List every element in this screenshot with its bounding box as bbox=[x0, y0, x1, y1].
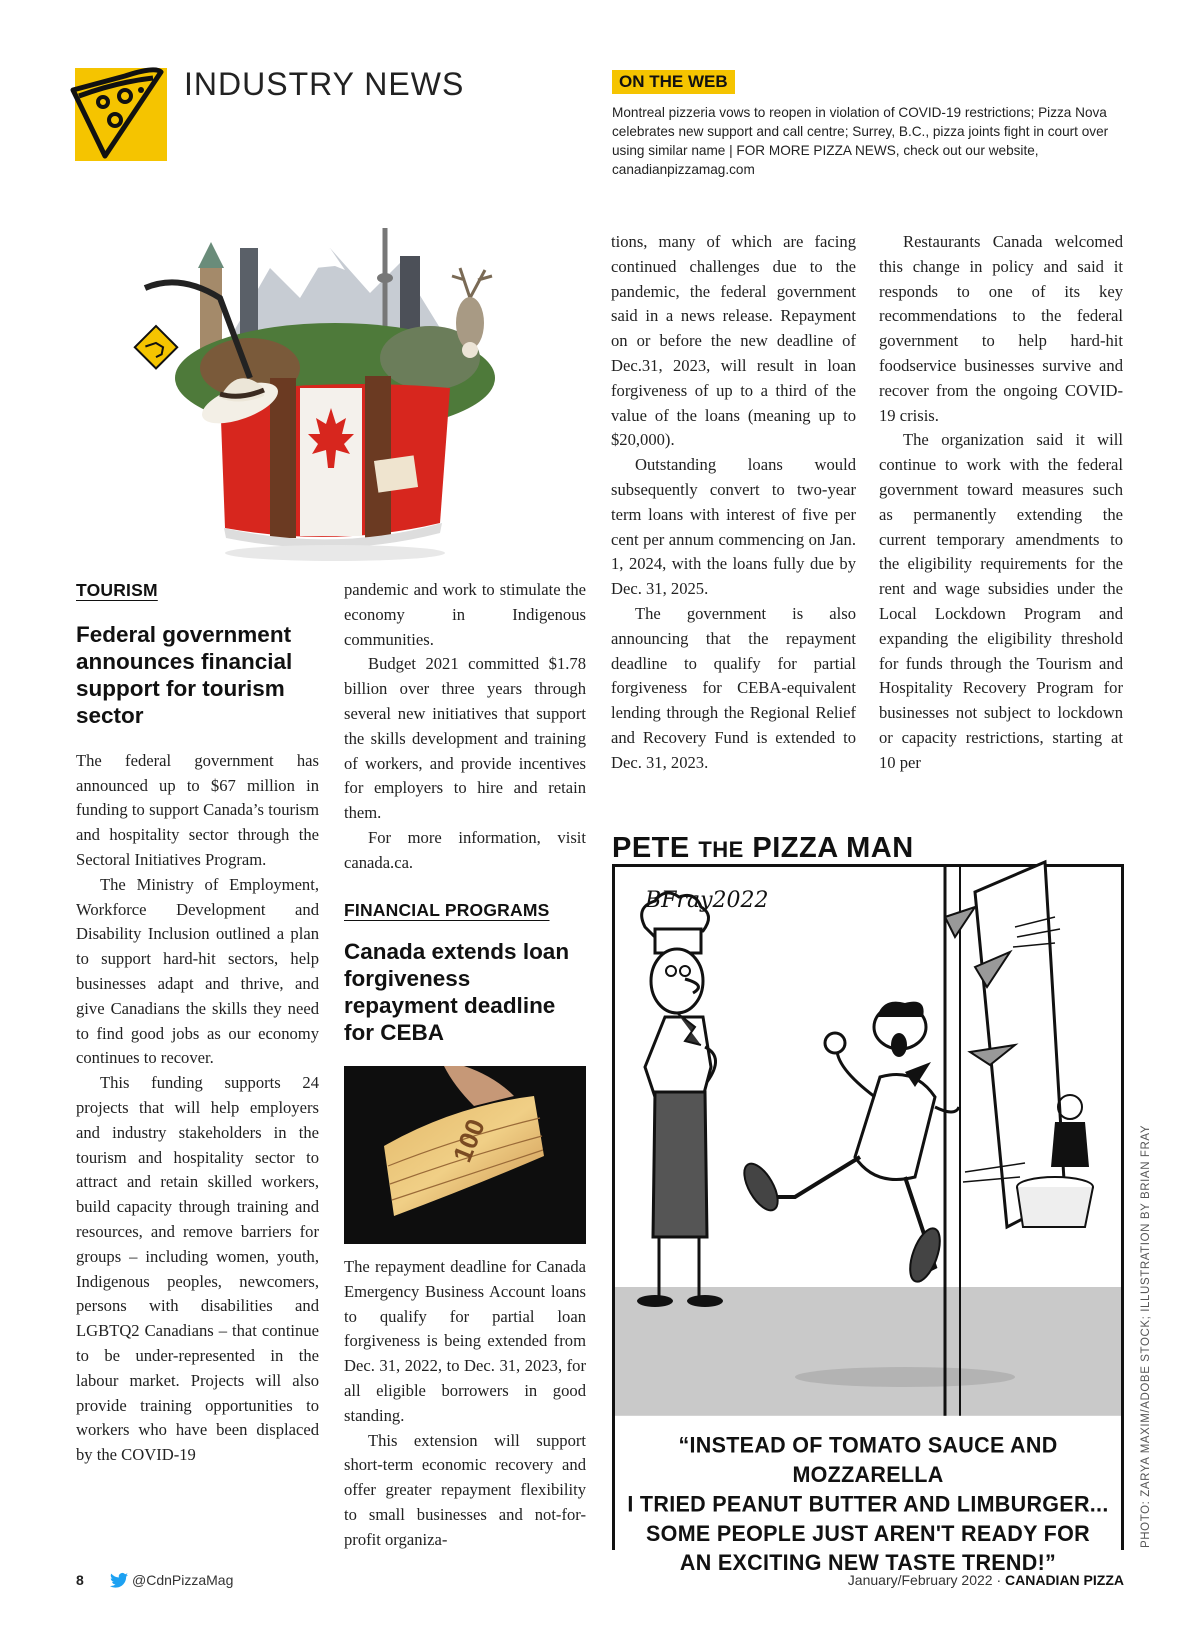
footer-issue bbox=[848, 1572, 1124, 1588]
tourism-paragraph: The Ministry of Employment, Workforce Development and Disability Inclusion outlined a plan to support hard-hit sectors, help businesses adapt and thrive, and give Canadians the skills they need to find good jobs as our economy continues to recover. bbox=[76, 874, 319, 1068]
financial-paragraph: Outstanding loans would subsequently convert to two-year term loans with interest of five per cent per annum commencing on Jan. 1, 2024, with the loans fully due by Dec. 31, 2025. bbox=[611, 455, 856, 599]
financial-paragraph: tions, many of which are facing continued challenges due to the pandemic, the federal government said in a news release. Repayment on or before the new deadline of Dec.31, 2023, will result in loan forgiveness of up to a third of the value of the loans (meaning up to $20,000). bbox=[611, 232, 856, 450]
financial-kicker: FINANCIAL PROGRAMS bbox=[344, 899, 550, 920]
financial-headline: Canada extends loan forgiveness repayment deadline for CEBA bbox=[344, 939, 570, 1046]
cartoon-drawing bbox=[615, 867, 1121, 1427]
pizza-slice-icon bbox=[69, 62, 161, 155]
photo-credit: PHOTO: ZARYA MAXIM/ADOBE STOCK; ILLUSTRATION BY BRIAN FRAY bbox=[1140, 1124, 1152, 1548]
cartoon-title-pete: PETE bbox=[612, 832, 690, 864]
artist-signature: BFray2022 bbox=[645, 888, 769, 913]
floor bbox=[615, 1287, 1121, 1427]
tourism-paragraph: The federal government has announced up to $67 million in funding to support Canada’s tourism and hospitality sector through the Sectoral Initiatives Program. bbox=[76, 750, 319, 869]
tourism-kicker: TOURISM bbox=[76, 580, 158, 600]
tourism-paragraph: This funding supports 24 projects that will help employers and industry stakeholders in the tourism and hospitality sector to attract and retain skilled workers, build capacity through training and resources, and remove barriers for groups – including women, youth, Indigenous peoples, newcomers, persons with disabilities and LGBTQ2 Canadians – that continue to be under-represented in the labour market. Projects will also provide training opportunities to workers who have been displaced by the COVID-19 bbox=[76, 1073, 319, 1465]
financial-paragraph: This extension will support short-term economic recovery and offer greater repayment flexibility to small businesses and not-for-profit organiza- bbox=[344, 1430, 586, 1549]
twitter-handle: @CdnPizzaMag bbox=[132, 1572, 234, 1588]
cartoon-title bbox=[612, 832, 914, 865]
column-4 bbox=[879, 230, 1123, 776]
issue-date: January/February 2022 · bbox=[847, 1572, 1002, 1588]
banknote-denomination: 100 bbox=[446, 1114, 491, 1167]
cartoon-panel bbox=[612, 864, 1124, 1576]
on-the-web-text: Montreal pizzeria vows to reopen in violation of COVID-19 restrictions; Pizza Nova celebrates new support and call centre; Surrey, B.C., pizza joints fight in court over using similar name | FOR MORE PIZZA NEWS, check out our website, canadianpizzamag.com bbox=[612, 105, 1109, 177]
money-photo bbox=[344, 1066, 586, 1244]
tourism-headline: Federal government announces financial support for tourism sector bbox=[76, 621, 293, 728]
page-number: 8 bbox=[76, 1572, 84, 1588]
on-the-web-label: ON THE WEB bbox=[612, 70, 735, 94]
moose-sign bbox=[135, 326, 177, 368]
tourism-paragraph: pandemic and work to stimulate the economy in Indigenous communities. bbox=[344, 580, 586, 649]
caption-line: I TRIED PEANUT BUTTER AND LIMBURGER... bbox=[627, 1491, 1109, 1517]
financial-paragraph: The government is also announcing that the repayment deadline to qualify for partial forgiveness for CEBA-equivalent lending through the Regional Relief and Recovery Fund is extended to Dec. 31, 2023. bbox=[611, 603, 856, 772]
cartoon-caption bbox=[615, 1416, 1121, 1576]
cartoon-title-the: THE bbox=[698, 837, 744, 862]
canada-suitcase-illustration bbox=[140, 228, 530, 568]
section-title: INDUSTRY NEWS bbox=[184, 66, 465, 102]
twitter-bird-icon bbox=[110, 1573, 128, 1588]
column-3 bbox=[611, 230, 856, 776]
section-logo bbox=[75, 68, 167, 161]
cartoon-title-pizza-man: PIZZA MAN bbox=[752, 832, 914, 864]
caption-line: SOME PEOPLE JUST AREN'T READY FOR bbox=[646, 1520, 1090, 1546]
twitter-link[interactable] bbox=[110, 1572, 233, 1588]
financial-paragraph: Restaurants Canada welcomed this change in policy and said it responds to one of its key recommendations to the federal government to help hard-hit foodservice businesses survive and recover from the ongoing COVID-19 crisis. bbox=[879, 232, 1123, 425]
tourism-paragraph: Budget 2021 committed $1.78 billion over three years through several new initiatives that support the skills development and training of workers, and provide incentives for employers to hire and retain them. bbox=[344, 654, 586, 823]
column-2 bbox=[344, 578, 586, 1046]
financial-paragraph: The organization said it will continue to work with the federal government toward measures such as permanently extending the current temporary amendments to the eligibility requirements for the rent and wage subsidies under the Local Lockdown Program and expanding the eligibility threshold for funds through the Tourism and Hospitality Recovery Program for businesses not subject to lockdown or capacity restrictions, starting at 10 per bbox=[879, 430, 1123, 772]
column-1 bbox=[76, 578, 319, 1468]
financial-paragraph: The repayment deadline for Canada Emergency Business Account loans to qualify for partial loan forgiveness is being extended from Dec. 31, 2022, to Dec. 31, 2023, for all eligible borrowers in good standing. bbox=[344, 1257, 586, 1425]
tourism-paragraph: For more information, visit canada.ca. bbox=[344, 827, 586, 872]
magazine-name: CANADIAN PIZZA bbox=[1005, 1572, 1124, 1588]
caption-line: AN EXCITING NEW TASTE TREND!” bbox=[679, 1550, 1057, 1576]
column-2-lower bbox=[344, 1255, 586, 1553]
caption-line: “INSTEAD OF TOMATO SAUCE AND MOZZARELLA bbox=[678, 1432, 1058, 1488]
